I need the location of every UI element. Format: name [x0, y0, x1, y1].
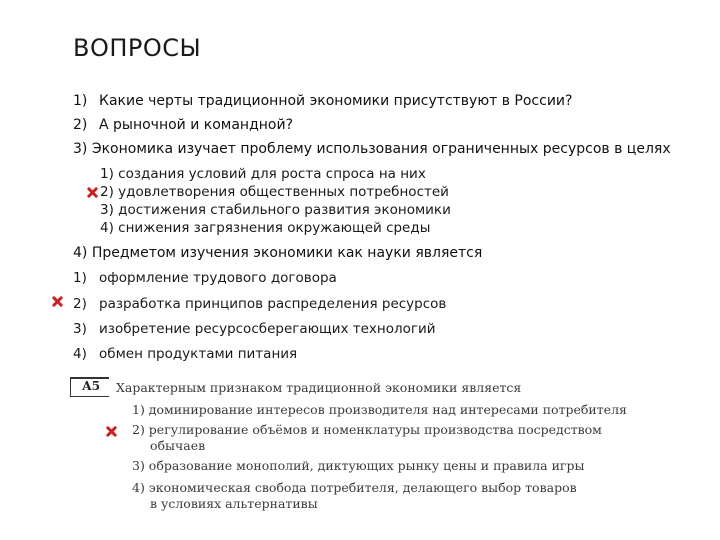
cross-mark-icon: [87, 187, 98, 198]
question-2-text: А рыночной и командной?: [99, 117, 294, 133]
question-3-option-2: 2) удовлетворения общественных потребностей: [100, 184, 449, 200]
page-title: ВОПРОСЫ: [73, 34, 202, 62]
question-3-text: 3) Экономика изучает проблему использования ограниченных ресурсов в целях: [73, 141, 671, 157]
question-a5-option-1: 1) доминирование интересов производителя над интересами потребителя: [132, 402, 627, 417]
question-4-option-1-number: 1): [73, 270, 87, 286]
question-a5-text: Характерным признаком традиционной экономики является: [116, 380, 522, 395]
question-a5-option-2-cont: обычаев: [150, 438, 206, 453]
question-3-option-3: 3) достижения стабильного развития экономики: [100, 202, 451, 218]
question-a5-option-2: 2) регулирование объёмов и номенклатуры производства посредством: [132, 422, 602, 437]
question-4-option-2-number: 2): [73, 296, 87, 312]
question-4-text: 4) Предметом изучения экономики как науки является: [73, 245, 483, 261]
question-1-number: 1): [73, 93, 88, 109]
question-3-option-4: 4) снижения загрязнения окружающей среды: [100, 220, 431, 236]
question-1-text: Какие черты традиционной экономики присутствуют в России?: [99, 93, 573, 109]
question-3-option-1: 1) создания условий для роста спроса на них: [100, 166, 426, 182]
question-4-option-4-number: 4): [73, 346, 87, 362]
question-4-option-3-number: 3): [73, 321, 87, 337]
question-2-number: 2): [73, 117, 88, 133]
question-4-option-2-text: разработка принципов распределения ресурсов: [99, 296, 447, 312]
question-a5-option-3: 3) образование монополий, диктующих рынку цены и правила игры: [132, 458, 585, 473]
question-4-option-3-text: изобретение ресурсосберегающих технологий: [99, 321, 436, 337]
question-a5-label: А5: [82, 379, 101, 393]
question-a5-option-4-cont: в условиях альтернативы: [150, 496, 318, 511]
question-a5-option-4: 4) экономическая свобода потребителя, делающего выбор товаров: [132, 480, 577, 495]
question-4-option-1-text: оформление трудового договора: [99, 270, 337, 286]
cross-mark-icon: [52, 296, 63, 307]
question-4-option-4-text: обмен продуктами питания: [99, 346, 298, 362]
cross-mark-icon: [106, 426, 117, 437]
